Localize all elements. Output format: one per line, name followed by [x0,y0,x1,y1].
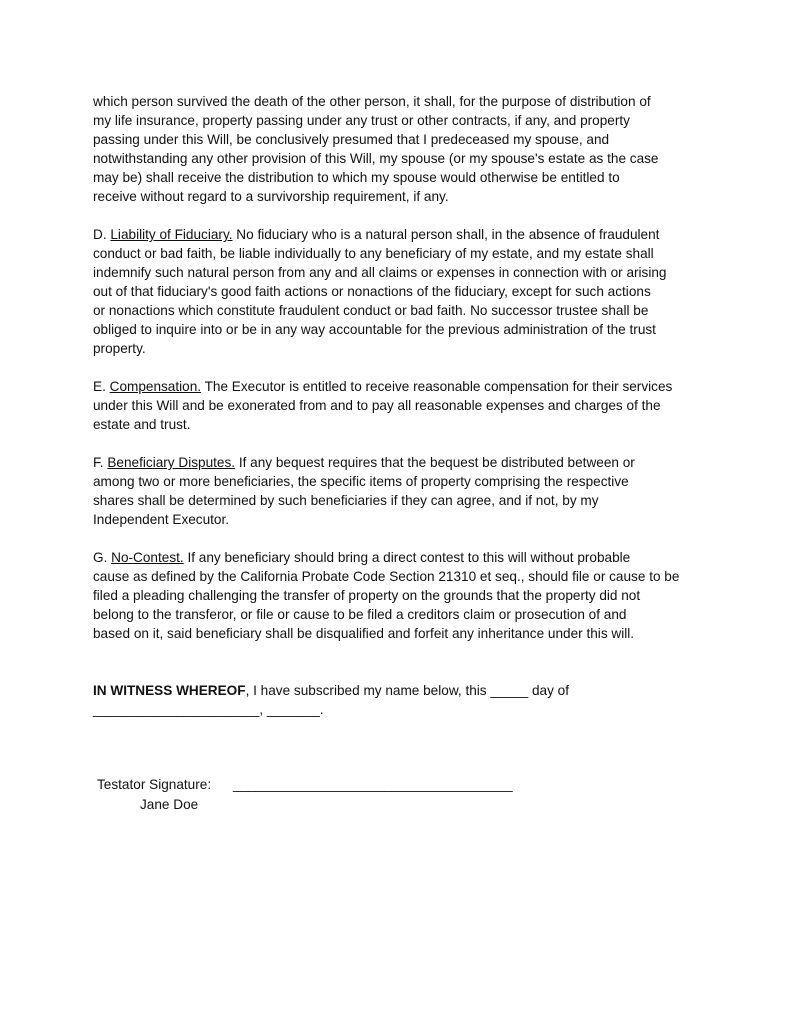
section-g-letter: G. [93,550,112,565]
section-e-body: The Executor is entitled to receive reasonable compensation for their services under this Will and be exonerated from and to pay all reasonable expenses and charges of the estate and trust. [93,379,673,432]
section-g [93,548,705,643]
section-f-body: If any bequest requires that the bequest be distributed between or among two or more beneficiaries, the specific items of property comprising the respective shares shall be determined by such beneficiaries if they can agree, and if not, by my Independent Executor. [93,455,635,527]
document-body [93,92,705,738]
section-g-heading: No-Contest. [111,550,184,565]
section-d [93,225,705,358]
witness-heading: IN WITNESS WHEREOF [93,683,246,698]
signature-line: _____________________________________ [233,777,513,792]
section-g-body: If any beneficiary should bring a direct contest to this will without probable cause as defined by the California Probate Code Section 21310 et seq., should file or cause to be filed a pleading challenging the transfer of property on the grounds that the property did not belong to the transferor, or file or cause to be filed a creditors claim or prosecution of and based on it, said beneficiary shall be disqualified and forfeit any inheritance under this will. [93,550,680,641]
intro-paragraph: which person survived the death of the other person, it shall, for the purpose of distribution of my life insurance, property passing under any trust or other contracts, if any, and property passing under this Will, be conclusively presumed that I predeceased my spouse, and notwithstanding any other provision of this Will, my spouse (or my spouse's estate as the case may be) shall receive the distribution to which my spouse would otherwise be entitled to receive without regard to a survivorship requirement, if any. [93,94,659,204]
section-d-body: No fiduciary who is a natural person shall, in the absence of fraudulent conduct or bad faith, be liable individually to any beneficiary of my estate, and my estate shall indemnify such natural person from any and all claims or expenses in connection with or arising out of that fiduciary's good faith actions or nonactions of the fiduciary, except for such actions or nonactions which constitute fraudulent conduct or bad faith. No successor trustee shall be obliged to inquire into or be in any way accountable for the previous administration of the trust property. [93,227,667,356]
section-d-letter: D. [93,227,111,242]
signature-label: Testator Signature: [97,777,212,792]
signer-name: Jane Doe [140,797,199,812]
section-f [93,453,705,529]
witness-clause [93,681,705,719]
signature-row [97,775,513,794]
section-e-letter: E. [93,379,110,394]
section-d-heading: Liability of Fiduciary. [110,227,233,242]
witness-text: , I have subscribed my name below, this _____ day of ______________________, _______. [93,683,569,717]
section-f-letter: F. [93,455,108,470]
section-e-heading: Compensation. [109,379,202,394]
section-f-heading: Beneficiary Disputes. [107,455,236,470]
section-e [93,377,705,434]
